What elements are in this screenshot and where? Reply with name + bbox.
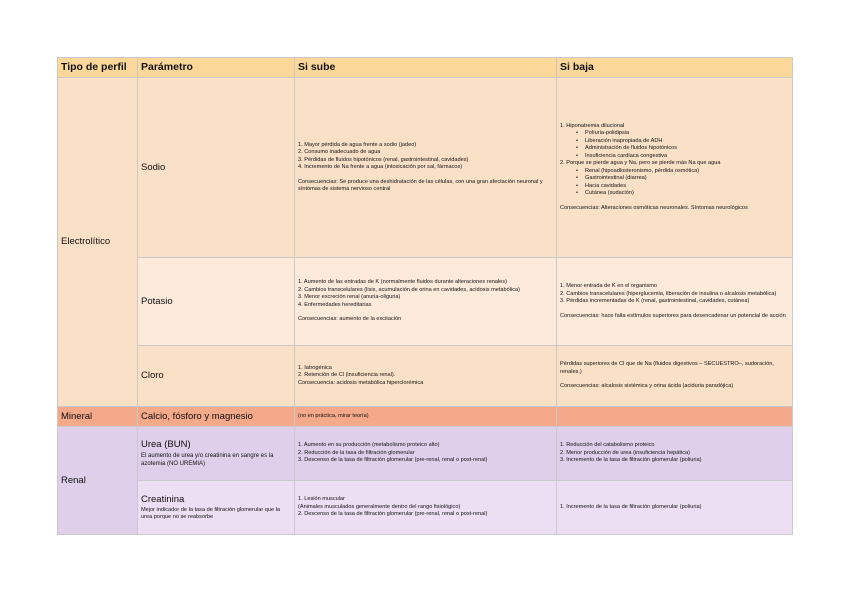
list-item: • Hacia cavidades <box>588 183 789 191</box>
sodio-sube-1: 1. Mayor pérdida de agua frente a sodio (jadeo) <box>298 141 417 148</box>
type-renal: Renal <box>58 427 138 535</box>
header-parametro: Parámetro <box>138 58 295 78</box>
potasio-sube-3: 3. Menor excreción renal (anuria-oliguria) <box>298 294 401 301</box>
potasio-sube-1: 1. Aumento de las entradas de K (normalmente fluidos durante alteraciones renales) <box>298 279 507 286</box>
sodio-sube-2: 2. Consumo inadecuado de agua <box>298 149 381 155</box>
list-item: • Cutánea (sudación) <box>588 190 789 198</box>
param-urea <box>138 427 295 481</box>
header-tipo: Tipo de perfil <box>58 58 138 78</box>
creatinina-baja <box>557 481 793 535</box>
urea-sube-1: 1. Aumento en su producción (metabolismo proteico alto) <box>298 442 440 449</box>
param-creatinina <box>138 481 295 535</box>
potasio-sube-consecuencias: Consecuencias: aumento de la excitación <box>298 316 402 323</box>
sodio-sube-4: 4. Incremento de Na frente a agua (intoxicación por sal, fármacos) <box>298 164 463 170</box>
urea-sube-2: 2. Reducción de la tasa de filtración glomerular <box>298 449 415 456</box>
sodio-baja-1-list <box>560 130 789 160</box>
cloro-baja <box>557 346 793 407</box>
sodio-sube <box>295 78 557 258</box>
cloro-baja-consecuencias: Consecuencias: alcalosis sistémica y orina ácida (aciduria paradójica) <box>560 383 734 390</box>
param-creatinina-name: Creatinina <box>141 493 185 505</box>
sodio-baja-2: 2. Porque se pierde agua y Na, pero se pierde más Na que agua <box>560 160 721 167</box>
potasio-sube-2: 2. Cambios transcelulares (lisis, acumulación de orina en cavidades, acidosis metabólica) <box>298 286 520 293</box>
row-cloro <box>58 346 793 407</box>
potasio-sube-4: 4. Enfermedades hereditarias <box>298 301 372 308</box>
potasio-baja-2: 2. Cambios transcelulares (hiperglucemia, liberación de insulina o alcalosis metabólica) <box>560 290 777 297</box>
type-electrolitico: Electrolítico <box>58 78 138 407</box>
header-sube: Si sube <box>295 58 557 78</box>
param-mineral: Calcio, fósforo y magnesio <box>138 407 295 427</box>
profile-table <box>57 57 793 535</box>
cloro-sube <box>295 346 557 407</box>
sodio-sube-consecuencias: Consecuencias: Se produce una deshidratación de las células, con una gran afectación neuronal y síntomas de sistema nervioso central <box>298 178 543 192</box>
creatinina-sube-1: 1. Lesión muscular <box>298 496 345 503</box>
potasio-baja-consecuencias: Consecuencias: hace falta estímulos superiores para desencadenar un potencial de acción <box>560 312 786 319</box>
creatinina-baja-1: 1. Incremento de la tasa de filtración glomerular (poliuria) <box>560 503 702 510</box>
urea-sube-3: 3. Descenso de la tasa de filtración glomerular (pre-renal, renal o post-renal) <box>298 457 488 464</box>
mineral-sube: (no en práctica, mirar teoría) <box>295 407 557 427</box>
cloro-sube-1: 1. Iatrogénica <box>298 364 332 371</box>
row-mineral <box>58 407 793 427</box>
param-cloro: Cloro <box>138 346 295 407</box>
creatinina-sube-2: (Animales musculados generalmente dentro del rango fisiológico) <box>298 503 461 510</box>
list-item: • Liberación inapropiada de ADH <box>588 138 789 146</box>
type-mineral: Mineral <box>58 407 138 427</box>
urea-baja-2: 2. Menor producción de urea (insuficiencia hepática) <box>560 449 690 456</box>
param-urea-name: Urea (BUN) <box>141 439 191 450</box>
potasio-sube <box>295 258 557 346</box>
row-potasio <box>58 258 793 346</box>
cloro-sube-consecuencias: Consecuencia: acidosis metabólica hiperclorémica <box>298 379 424 386</box>
list-item: • Administración de fluidos hipotónicos <box>588 145 789 153</box>
row-urea <box>58 427 793 481</box>
param-creatinina-note: Mejor indicador de la tasa de filtración glomerular que la urea porque no se reabsorbe <box>141 506 280 520</box>
row-creatinina <box>58 481 793 535</box>
sodio-baja-consecuencias: Consecuencias: Alteraciones osmóticas neuronales. Síntomas neurológicos <box>560 204 748 211</box>
creatinina-sube <box>295 481 557 535</box>
list-item: • Gastrointestinal (diarrea) <box>588 175 789 183</box>
urea-baja <box>557 427 793 481</box>
potasio-baja <box>557 258 793 346</box>
list-item: • Renal (hipoadlosteronismo, pérdida osmótica) <box>588 168 789 176</box>
urea-baja-3: 3. Incremento de la tasa de filtración glomerular (poliuria) <box>560 457 702 464</box>
cloro-sube-2: 2. Retención de Cl (insuficiencia renal). <box>298 372 396 379</box>
header-row <box>58 58 793 78</box>
creatinina-sube-3: 2. Descenso de la tasa de filtración glomerular (pre-renal, renal o post-renal) <box>298 511 488 518</box>
urea-sube <box>295 427 557 481</box>
param-potasio: Potasio <box>138 258 295 346</box>
list-item: • Políuria-polidipsia <box>588 130 789 138</box>
cloro-baja-1: Pérdidas superiores de Cl que de Na (fluidos digestivos – SECUESTRO–, sudoración, renales.) <box>560 361 774 375</box>
list-item: • Insuficiencia cardíaca congestiva <box>588 153 789 161</box>
header-baja: Si baja <box>557 58 793 78</box>
potasio-baja-3: 3. Pérdidas incrementadas de K (renal, gastrointestinal, cavidades, cutánea) <box>560 298 750 304</box>
urea-baja-1: 1. Reducción del catabolismo proteico <box>560 442 655 449</box>
sodio-baja-2-list <box>560 168 789 198</box>
param-urea-note: El aumento de urea y/o creatinina en sangre es la azotemia (NO UREMIA) <box>141 453 274 467</box>
row-sodio <box>58 78 793 258</box>
sodio-baja <box>557 78 793 258</box>
param-sodio: Sodio <box>138 78 295 258</box>
sodio-sube-3: 3. Pérdidas de fluidos hipotónicos (renal, gastrointestinal, cavidades) <box>298 156 469 163</box>
potasio-baja-1: 1. Menor entrada de K en el organismo <box>560 283 658 289</box>
sodio-baja-1: 1. Hiponatremia dilucional <box>560 122 625 129</box>
mineral-baja <box>557 407 793 427</box>
